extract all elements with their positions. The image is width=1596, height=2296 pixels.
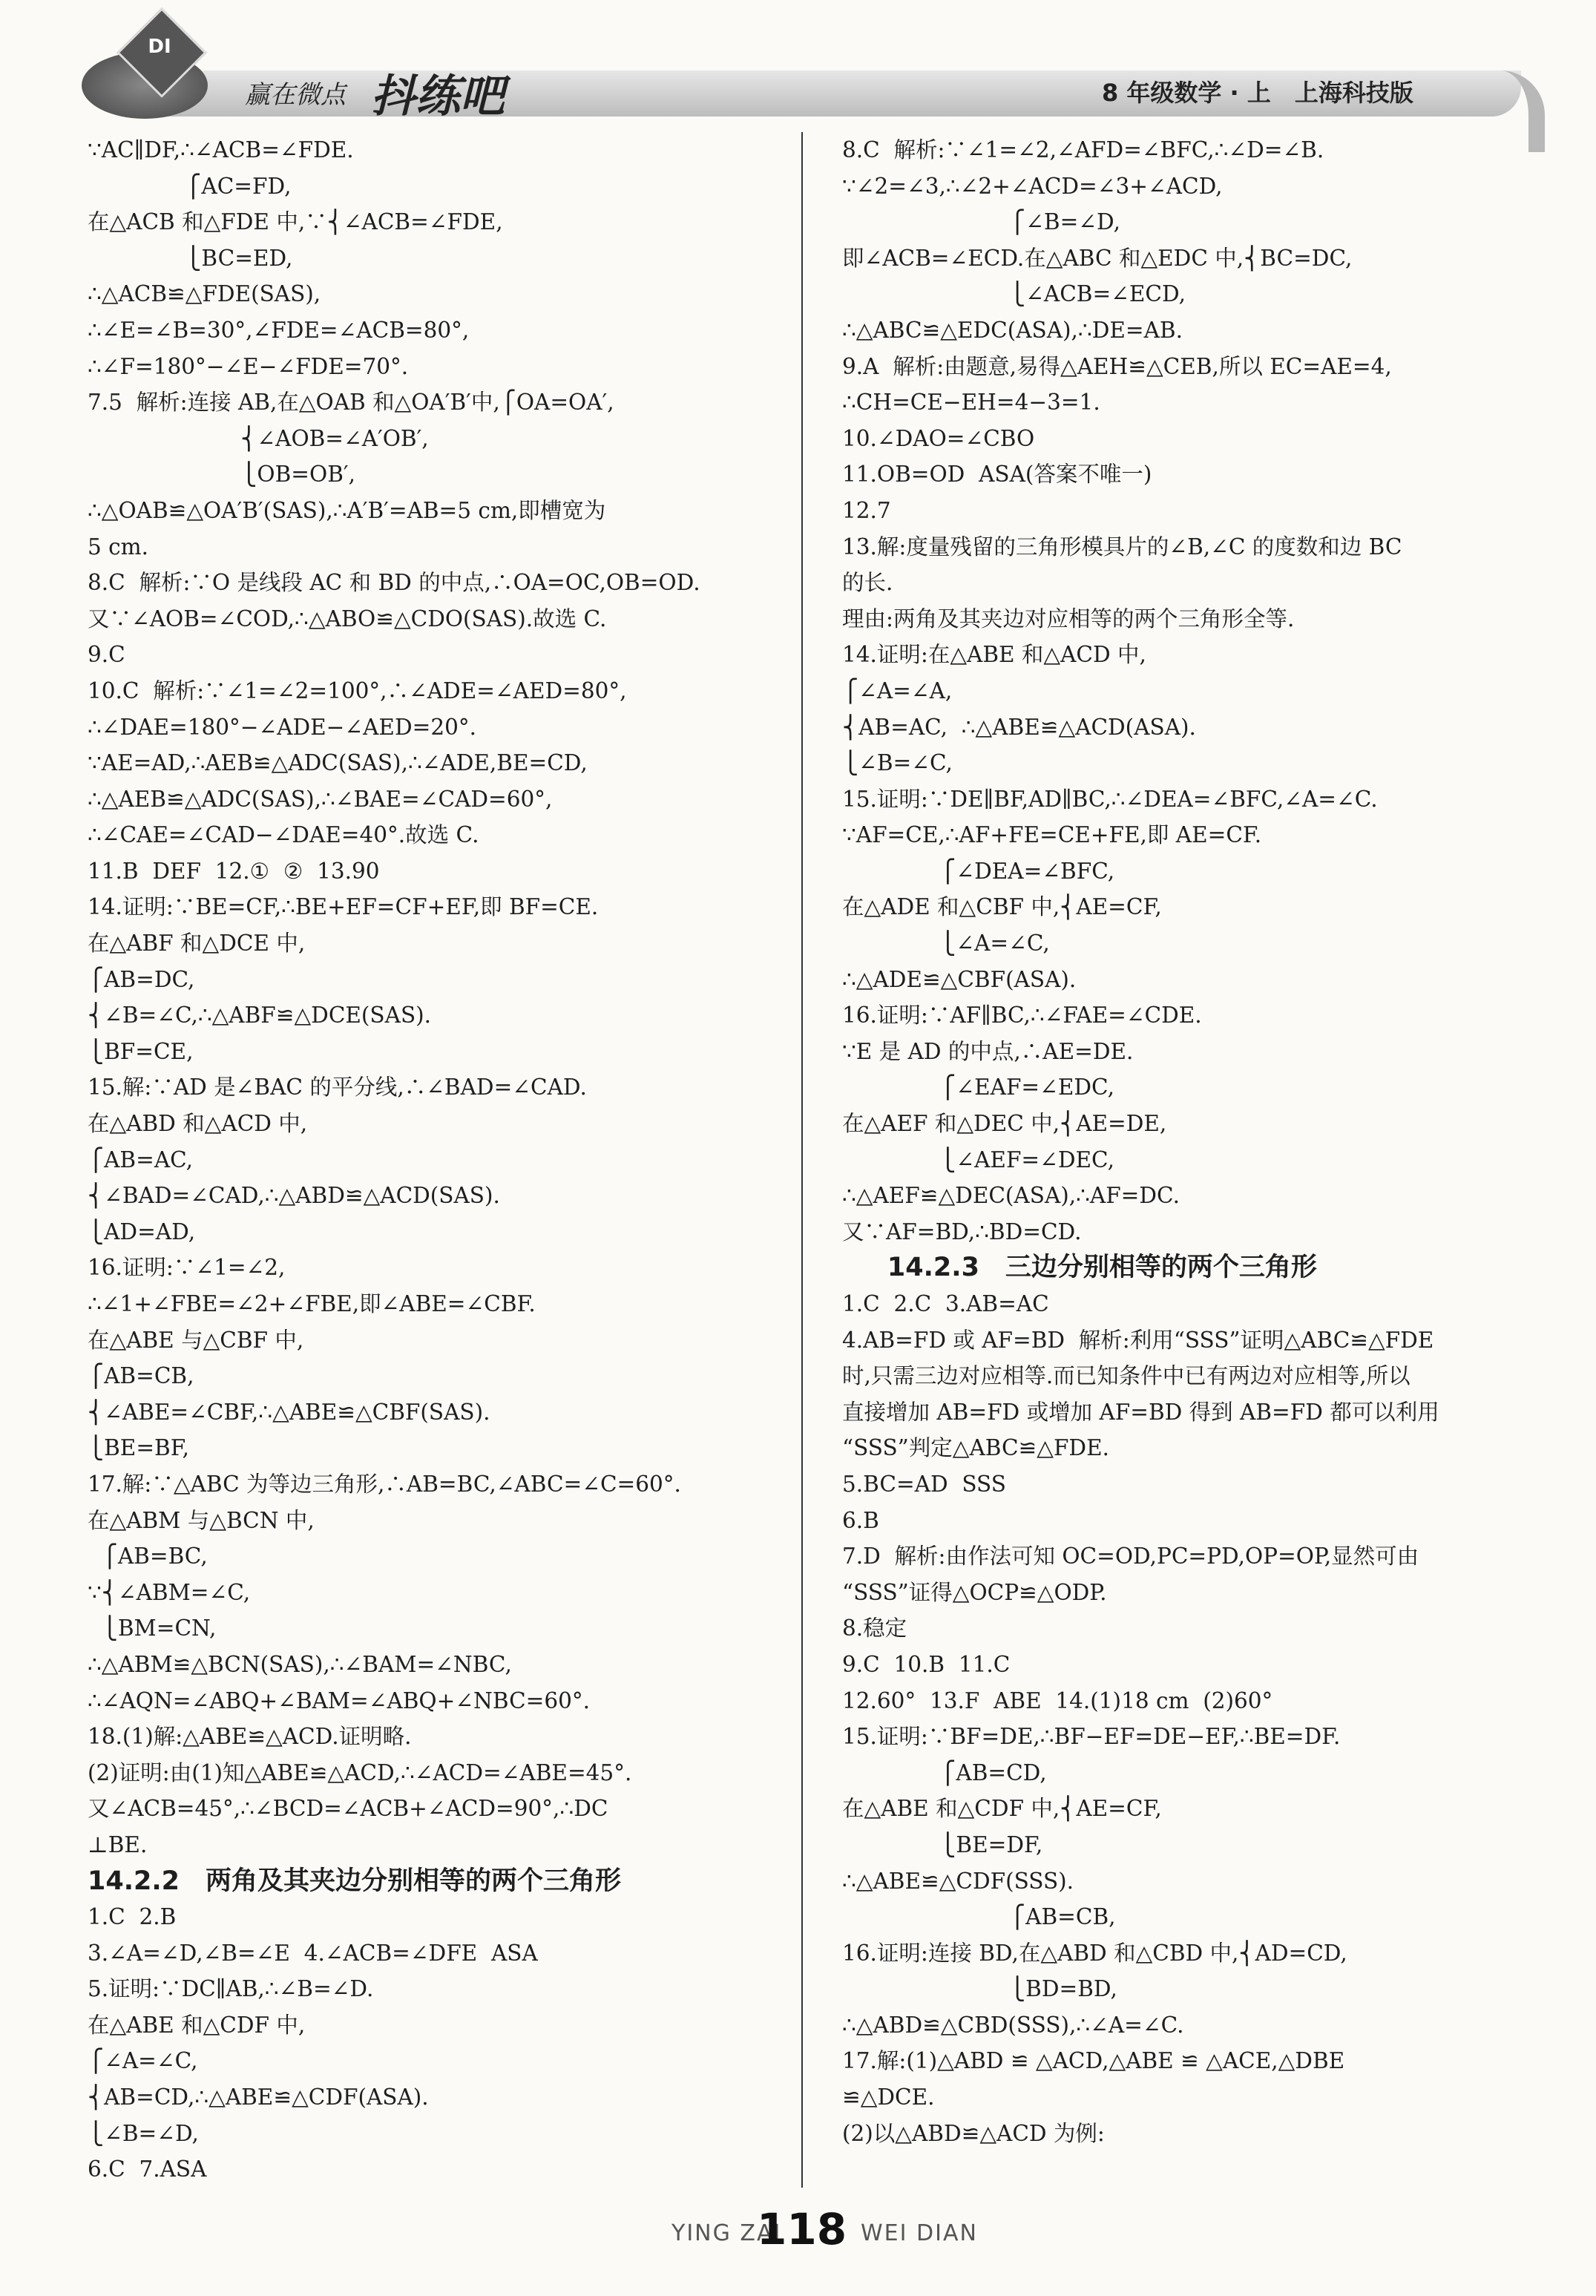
answer-line: ⎩BE=BF, bbox=[88, 1435, 189, 1461]
answer-line: ⎧∠A=∠A, bbox=[842, 678, 953, 703]
answer-line: 在△AEF 和△DEC 中,⎨AE=DE, bbox=[842, 1111, 1167, 1137]
answer-line: ⎩∠ACB=∠ECD, bbox=[842, 281, 1186, 307]
answer-line: ∵AC∥DF,∴∠ACB=∠FDE. bbox=[88, 137, 354, 163]
answer-line: 10.∠DAO=∠CBO bbox=[842, 425, 1035, 451]
answer-line: ∵∠2=∠3,∴∠2+∠ACD=∠3+∠ACD, bbox=[842, 173, 1223, 199]
answer-line: 8.稳定 bbox=[842, 1616, 907, 1641]
answer-line: 10.C 解析:∵∠1=∠2=100°,∴∠ADE=∠AED=80°, bbox=[88, 678, 627, 703]
answer-line: ∴△ACB≌△FDE(SAS), bbox=[88, 281, 321, 307]
answer-line: ⎧∠A=∠C, bbox=[88, 2048, 198, 2074]
answer-line: “SSS”判定△ABC≌△FDE. bbox=[842, 1435, 1109, 1461]
answer-line: 在△ADE 和△CBF 中,⎨AE=CF, bbox=[842, 894, 1162, 920]
answer-line: ∵AE=AD,∴AEB≌△ADC(SAS),∴∠ADE,BE=CD, bbox=[88, 750, 588, 776]
answer-line: 在△ABE 和△CDF 中, bbox=[88, 2012, 306, 2038]
footer-left-text: YING ZAI bbox=[671, 2220, 782, 2246]
answer-line: 8.C 解析:∵∠1=∠2,∠AFD=∠BFC,∴∠D=∠B. bbox=[842, 137, 1324, 163]
answer-line: 13.解:度量残留的三角形模具片的∠B,∠C 的度数和边 BC bbox=[842, 534, 1402, 560]
answer-line: 16.证明:∵AF∥BC,∴∠FAE=∠CDE. bbox=[842, 1003, 1202, 1029]
answer-line: ≌△DCE. bbox=[842, 2085, 935, 2110]
header-slogan: 赢在微点 bbox=[245, 80, 346, 110]
answer-line: 在△ABE 和△CDF 中,⎨AE=CF, bbox=[842, 1796, 1162, 1822]
answer-line: 在△ABM 与△BCN 中, bbox=[88, 1507, 315, 1533]
answer-line: ∴∠AQN=∠ABQ+∠BAM=∠ABQ+∠NBC=60°. bbox=[88, 1687, 591, 1713]
answer-line: ⎩BC=ED, bbox=[88, 245, 293, 271]
answer-line: 14.证明:在△ABE 和△ACD 中, bbox=[842, 642, 1146, 668]
answer-line: ⎨AB=AC, ∴△ABE≌△ACD(ASA). bbox=[842, 714, 1196, 740]
right-column bbox=[842, 132, 1532, 2151]
answer-line: 4.AB=FD 或 AF=BD 解析:利用“SSS”证明△ABC≌△FDE bbox=[842, 1327, 1434, 1353]
answer-line: ⎩∠B=∠C, bbox=[842, 750, 953, 776]
answer-line: 17.解:∵△ABC 为等边三角形,∴AB=BC,∠ABC=∠C=60°. bbox=[88, 1471, 681, 1497]
answer-line: ∴∠E=∠B=30°,∠FDE=∠ACB=80°, bbox=[88, 317, 470, 343]
answer-line: 1.C 2.C 3.AB=AC bbox=[842, 1291, 1049, 1316]
page-number: 118 bbox=[757, 2204, 847, 2254]
section-heading: 14.2.2 两角及其夹边分别相等的两个三角形 bbox=[88, 1866, 622, 1896]
answer-line: ⎧AB=CD, bbox=[842, 1759, 1047, 1785]
answer-line: ⎩AD=AD, bbox=[88, 1218, 196, 1244]
answer-line: 9.C bbox=[88, 642, 125, 668]
answer-line: ∴∠1+∠FBE=∠2+∠FBE,即∠ABE=∠CBF. bbox=[88, 1291, 536, 1316]
answer-line: (2)以△ABD≌△ACD 为例: bbox=[842, 2120, 1105, 2146]
answer-line: ∴△ABE≌△CDF(SSS). bbox=[842, 1868, 1074, 1894]
answer-line: ⎧∠DEA=∠BFC, bbox=[842, 858, 1115, 884]
header-grade-label: 8 年级数学 · 上 上海科技版 bbox=[1102, 79, 1413, 107]
answer-line: ∵⎨∠ABM=∠C, bbox=[88, 1579, 251, 1605]
answer-line: ⎩OB=OB′, bbox=[88, 462, 355, 488]
answer-line: ∴△AEF≌△DEC(ASA),∴AF=DC. bbox=[842, 1183, 1180, 1209]
answer-line: ⎧AC=FD, bbox=[88, 173, 292, 199]
answer-line: ⎩∠A=∠C, bbox=[842, 931, 1050, 957]
answer-line: ⎧∠EAF=∠EDC, bbox=[842, 1075, 1114, 1101]
answer-line: 6.B bbox=[842, 1507, 879, 1533]
answer-line: ⎨∠AOB=∠A′OB′, bbox=[88, 425, 429, 451]
answer-line: ⎨∠B=∠C,∴△ABF≌△DCE(SAS). bbox=[88, 1003, 432, 1029]
answer-line: 18.(1)解:△ABE≌△ACD.证明略. bbox=[88, 1724, 412, 1750]
answer-line: (2)证明:由(1)知△ABE≌△ACD,∴∠ACD=∠ABE=45°. bbox=[88, 1759, 632, 1785]
answer-line: ⎩BM=CN, bbox=[88, 1616, 217, 1641]
column-divider bbox=[801, 132, 803, 2188]
answer-line: ⎩BE=DF, bbox=[842, 1831, 1043, 1857]
answer-line: ⎧AB=BC, bbox=[88, 1544, 208, 1570]
answer-line: 3.∠A=∠D,∠B=∠E 4.∠ACB=∠DFE ASA bbox=[88, 1940, 538, 1966]
answer-line: 9.C 10.B 11.C bbox=[842, 1651, 1011, 1677]
answer-line: ∴∠DAE=180°−∠ADE−∠AED=20°. bbox=[88, 714, 476, 740]
page-header bbox=[0, 0, 1596, 134]
answer-line: 17.解:(1)△ABD ≌ △ACD,△ABE ≌ △ACE,△DBE bbox=[842, 2048, 1345, 2074]
answer-line: 11.B DEF 12.① ② 13.90 bbox=[88, 858, 380, 884]
answer-line: 又∵AF=BD,∴BD=CD. bbox=[842, 1218, 1082, 1244]
answer-line: 15.解:∵AD 是∠BAC 的平分线,∴∠BAD=∠CAD. bbox=[88, 1075, 587, 1101]
answer-line: ⎧∠B=∠D, bbox=[842, 209, 1120, 235]
answer-line: 9.A 解析:由题意,易得△AEH≌△CEB,所以 EC=AE=4, bbox=[842, 353, 1392, 379]
answer-line: ∴∠CAE=∠CAD−∠DAE=40°.故选 C. bbox=[88, 822, 479, 848]
answer-line: 在△ABE 与△CBF 中, bbox=[88, 1327, 304, 1353]
left-column bbox=[88, 132, 792, 2188]
answer-line: 14.证明:∵BE=CF,∴BE+EF=CF+EF,即 BF=CE. bbox=[88, 894, 599, 920]
answer-line: ∴△ABD≌△CBD(SSS),∴∠A=∠C. bbox=[842, 2012, 1184, 2038]
answer-line: 11.OB=OD ASA(答案不唯一) bbox=[842, 462, 1152, 488]
answer-line: ⎨AB=CD,∴△ABE≌△CDF(ASA). bbox=[88, 2085, 429, 2110]
footer-right-text: WEI DIAN bbox=[861, 2220, 978, 2246]
answer-line: 理由:两角及其夹边对应相等的两个三角形全等. bbox=[842, 606, 1295, 632]
answer-line: 又∵∠AOB=∠COD,∴△ABO≌△CDO(SAS).故选 C. bbox=[88, 606, 607, 632]
answer-line: 1.C 2.B bbox=[88, 1904, 177, 1930]
answer-line: ⎨∠ABE=∠CBF,∴△ABE≌△CBF(SAS). bbox=[88, 1399, 490, 1425]
answer-line: 15.证明:∵BF=DE,∴BF−EF=DE−EF,∴BE=DF. bbox=[842, 1724, 1341, 1750]
answer-line: ⊥BE. bbox=[88, 1831, 148, 1857]
answer-line: ∴∠F=180°−∠E−∠FDE=70°. bbox=[88, 353, 409, 379]
answer-line: 5.证明:∵DC∥AB,∴∠B=∠D. bbox=[88, 1976, 374, 2002]
page-footer bbox=[0, 2204, 1596, 2256]
answer-line: ∴△ABM≌△BCN(SAS),∴∠BAM=∠NBC, bbox=[88, 1651, 512, 1677]
answer-line: ⎩∠AEF=∠DEC, bbox=[842, 1147, 1114, 1172]
answer-line: 12.7 bbox=[842, 497, 891, 523]
answer-line: “SSS”证得△OCP≌△ODP. bbox=[842, 1579, 1107, 1605]
answer-line: ∴CH=CE−EH=4−3=1. bbox=[842, 390, 1100, 416]
logo-badge-text: DI bbox=[148, 36, 171, 58]
answer-line: ∴△ABC≌△EDC(ASA),∴DE=AB. bbox=[842, 317, 1183, 343]
answer-line: 又∠ACB=45°,∴∠BCD=∠ACB+∠ACD=90°,∴DC bbox=[88, 1796, 608, 1822]
header-brand: 抖练吧 bbox=[371, 70, 505, 122]
answer-line: ∵AF=CE,∴AF+FE=CE+FE,即 AE=CF. bbox=[842, 822, 1262, 848]
section-heading: 14.2.3 三边分别相等的两个三角形 bbox=[842, 1253, 1317, 1283]
answer-line: ∴△OAB≌△OA′B′(SAS),∴A′B′=AB=5 cm,即槽宽为 bbox=[88, 497, 606, 523]
answer-line: 的长. bbox=[842, 570, 893, 596]
answer-line: ∴△AEB≌△ADC(SAS),∴∠BAE=∠CAD=60°, bbox=[88, 786, 553, 812]
answer-line: 12.60° 13.F ABE 14.(1)18 cm (2)60° bbox=[842, 1687, 1273, 1713]
answer-line: ∴△ADE≌△CBF(ASA). bbox=[842, 966, 1077, 992]
answer-line: 在△ACB 和△FDE 中,∵⎨∠ACB=∠FDE, bbox=[88, 209, 503, 235]
answer-line: 直接增加 AB=FD 或增加 AF=BD 得到 AB=FD 都可以利用 bbox=[842, 1399, 1439, 1425]
answer-line: 在△ABF 和△DCE 中, bbox=[88, 931, 306, 957]
answer-line: 6.C 7.ASA bbox=[88, 2156, 207, 2182]
answer-line: 16.证明:∵∠1=∠2, bbox=[88, 1255, 286, 1281]
answer-line: 在△ABD 和△ACD 中, bbox=[88, 1111, 308, 1137]
answer-line: 5 cm. bbox=[88, 534, 149, 560]
answer-line: ⎧AB=AC, bbox=[88, 1147, 194, 1172]
answer-line: ⎧AB=DC, bbox=[88, 966, 195, 992]
answer-line: 7.5 解析:连接 AB,在△OAB 和△OA′B′中,⎧OA=OA′, bbox=[88, 390, 614, 416]
answer-line: ⎩BD=BD, bbox=[842, 1976, 1117, 2002]
answer-line: 16.证明:连接 BD,在△ABD 和△CBD 中,⎨AD=CD, bbox=[842, 1940, 1347, 1966]
answer-line: 15.证明:∵DE∥BF,AD∥BC,∴∠DEA=∠BFC,∠A=∠C. bbox=[842, 786, 1378, 812]
answer-line: 5.BC=AD SSS bbox=[842, 1471, 1006, 1497]
answer-line: ⎧AB=CB, bbox=[88, 1363, 194, 1389]
answer-line: ⎩∠B=∠D, bbox=[88, 2120, 199, 2146]
answer-line: 时,只需三边对应相等.而已知条件中已有两边对应相等,所以 bbox=[842, 1363, 1411, 1389]
answer-line: ⎩BF=CE, bbox=[88, 1038, 194, 1064]
answer-line: ⎨∠BAD=∠CAD,∴△ABD≌△ACD(SAS). bbox=[88, 1183, 500, 1209]
answer-line: 即∠ACB=∠ECD.在△ABC 和△EDC 中,⎨BC=DC, bbox=[842, 245, 1353, 271]
answer-line: 7.D 解析:由作法可知 OC=OD,PC=PD,OP=OP,显然可由 bbox=[842, 1544, 1419, 1570]
answer-line: ⎧AB=CB, bbox=[842, 1904, 1116, 1930]
answer-line: 8.C 解析:∵O 是线段 AC 和 BD 的中点,∴OA=OC,OB=OD. bbox=[88, 570, 700, 596]
answer-line: ∵E 是 AD 的中点,∴AE=DE. bbox=[842, 1038, 1134, 1064]
